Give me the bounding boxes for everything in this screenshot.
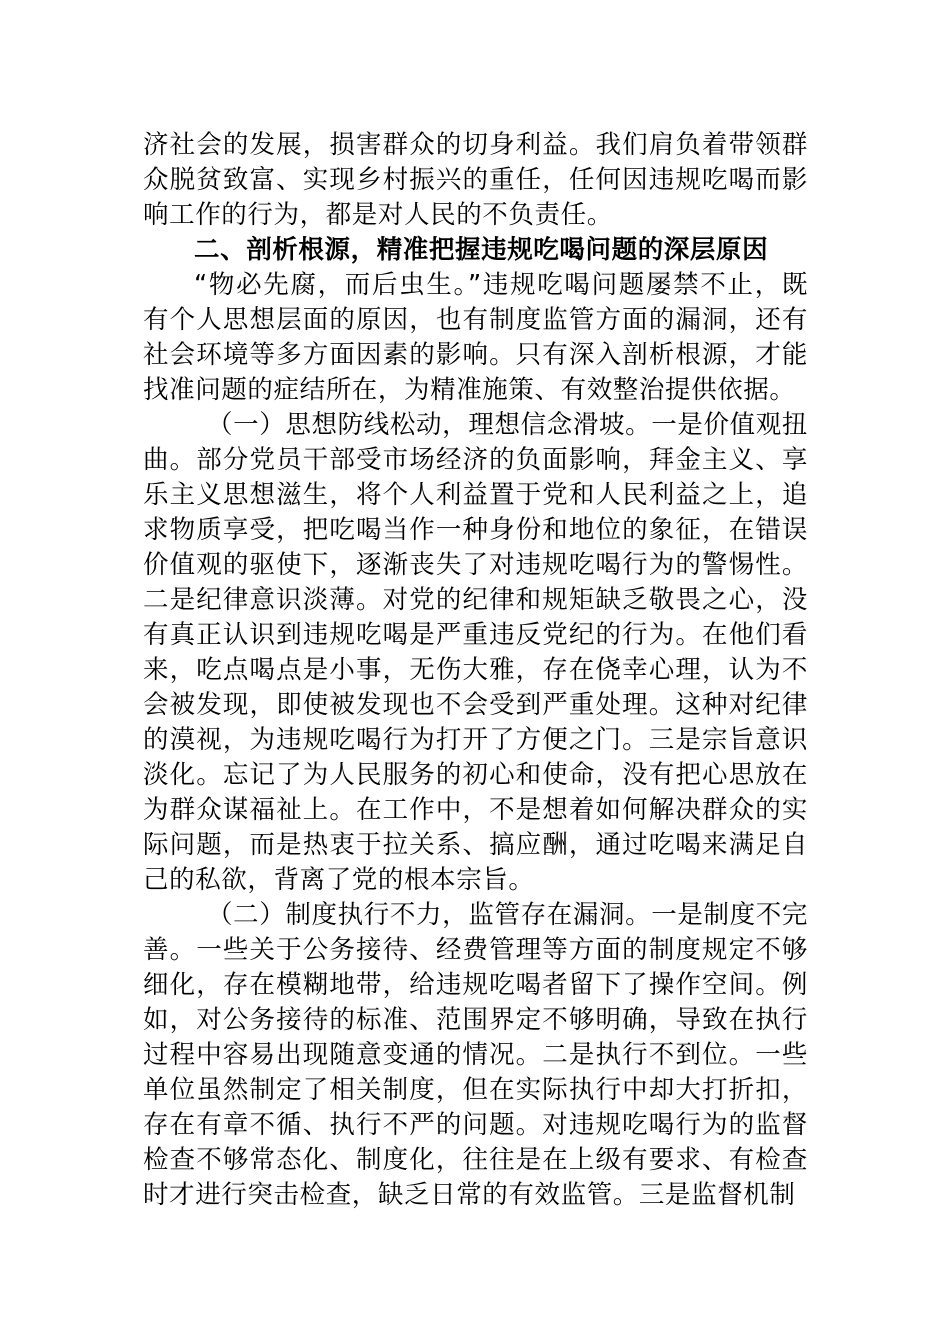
paragraph-continuation: 济社会的发展，损害群众的切身利益。我们肩负着带领群众脱贫致富、实现乡村振兴的重任，任何因违规吃喝而影响工作的行为，都是对人民的不负责任。 <box>143 130 808 230</box>
section-heading-2: 二、剖析根源，精准把握违规吃喝问题的深层原因 <box>194 235 769 265</box>
paragraph-ideology: （一）思想防线松动，理想信念滑坡。一是价值观扭曲。部分党员干部受市场经济的负面影响，拜金主义、享乐主义思想滋生，将个人利益置于党和人民利益之上，追求物质享受，把吃喝当作一种身份和地位的象征，在错误价值观的驱使下，逐渐丧失了对违规吃喝行为的警惕性。二是纪律意识淡薄。对党的纪律和规矩缺乏敬畏之心，没有真正认识到违规吃喝是严重违反党纪的行为。在他们看来，吃点喝点是小事，无伤大雅，存在侥幸心理，认为不会被发现，即使被发现也不会受到严重处理。这种对纪律的漠视，为违规吃喝行为打开了方便之门。三是宗旨意识淡化。忘记了为人民服务的初心和使命，没有把心思放在为群众谋福祉上。在工作中，不是想着如何解决群众的实际问题，而是热衷于拉关系、搞应酬，通过吃喝来满足自己的私欲，背离了党的根本宗旨。 <box>143 410 808 895</box>
paragraph-root-cause-intro: “物必先腐，而后虫生。”违规吃喝问题屡禁不止，既有个人思想层面的原因，也有制度监管方面的漏洞，还有社会环境等多方面因素的影响。只有深入剖析根源，才能找准问题的症结所在，为精准施策、有效整治提供依据。 <box>143 270 808 405</box>
paragraph-institution: （二）制度执行不力，监管存在漏洞。一是制度不完善。一些关于公务接待、经费管理等方面的制度规定不够细化，存在模糊地带，给违规吃喝者留下了操作空间。例如，对公务接待的标准、范围界定不够明确，导致在执行过程中容易出现随意变通的情况。二是执行不到位。一些单位虽然制定了相关制度，但在实际执行中却大打折扣，存在有章不循、执行不严的问题。对违规吃喝行为的监督检查不够常态化、制度化，往往是在上级有要求、有检查时才进行突击检查，缺乏日常的有效监管。三是监督机制 <box>143 900 808 1210</box>
document-body <box>143 128 808 1213</box>
